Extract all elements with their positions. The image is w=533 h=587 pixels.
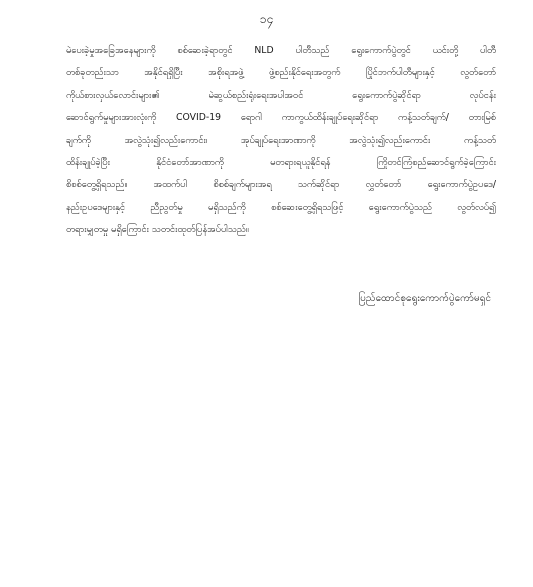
paragraph-line: ဆောင်ရွက်မှုများအားလုံးကို COVID-19 ရောဂါ ကာကွယ်ထိန်းချုပ်ရေးဆိုင်ရာ ကန့်သတ်ချက်/ တားမြစ်	[66, 112, 496, 124]
paragraph-line: ချက်ကို အလွဲသုံး၍လည်းကောင်း၊ အုပ်ချုပ်ရေးအာဏာကို အလွဲသုံး၍လည်းကောင်း ကန့်သတ်	[66, 134, 496, 146]
paragraph-line: ကိုယ်စားလှယ်လောင်းများ၏ မဲဆွယ်စည်းရုံးရေးအပါအဝင် ရွေးကောက်ပွဲဆိုင်ရာ လုပ်ငန်း	[66, 89, 496, 101]
paragraph-line: ထိန်းချုပ်ခဲ့ပြီး နိုင်ငံတော်အာဏာကို မတရားရယူနိုင်ရန် ကြိုတင်ကြံစည်ဆောင်ရွက်ခဲ့ကြောင်း	[66, 156, 496, 168]
page-number: ၁၄	[259, 12, 274, 26]
paragraph-line: စိစစ်တွေ့ရှိရသည်။ အထက်ပါ စိစစ်ချက်များအရ သက်ဆိုင်ရာ လွှတ်တော် ရွေးကောက်ပွဲဥပဒေ/	[66, 179, 496, 191]
paragraph-line: တရားမျှတမှု မရှိကြောင်း သတင်းထုတ်ပြန်အပ်ပါသည်။	[66, 224, 249, 236]
paragraph-line: နည်းဥပဒေများနှင့် ညီညွတ်မှု မရှိသည်ကို စစ်ဆေးတွေ့ရှိရသဖြင့် ရွေးကောက်ပွဲသည် လွတ်လပ်၍	[66, 201, 496, 213]
paragraph-line: တစ်ခုတည်းသာ အနိုင်ရရှိပြီး အစိုးရအဖွဲ့ ဖွဲ့စည်းနိုင်ရေးအတွက် ပြိုင်ဘက်ပါတီများနှင့် လွတ်တော်	[66, 67, 496, 79]
signature-block: ပြည်ထောင်စုရွေးကောက်ပွဲကော်မရှင်	[358, 293, 491, 304]
paragraph-line: မဲပေးခဲ့မှုအခြေအနေများကို စစ်ဆေးခဲ့ရာတွင် NLD ပါတီသည် ရွေးကောက်ပွဲတွင် ယင်းတို့ ပါတီ	[66, 45, 496, 56]
body-paragraph	[66, 40, 496, 242]
